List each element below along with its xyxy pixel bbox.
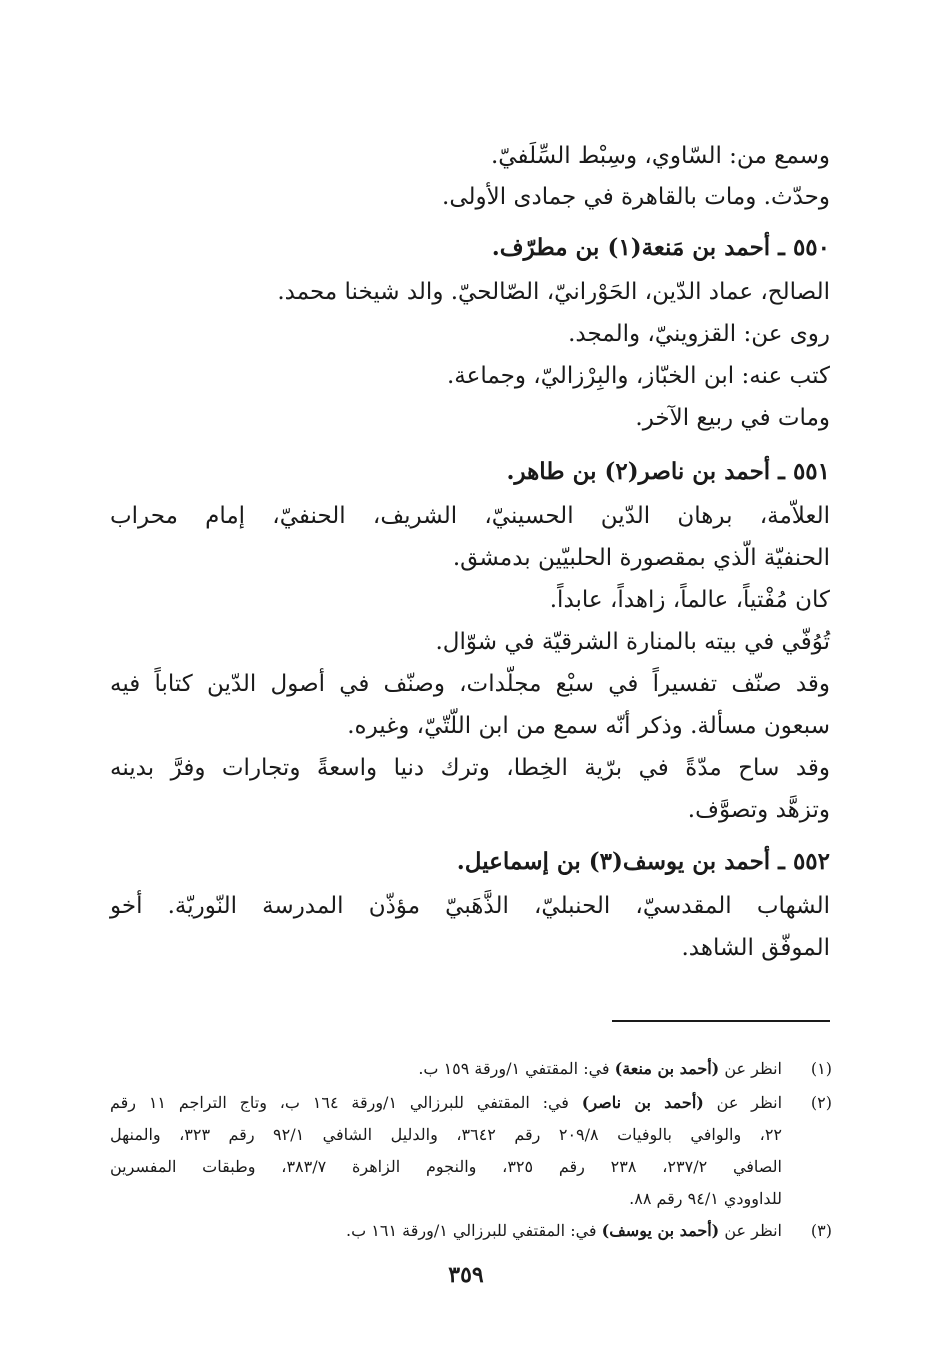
- footnote-text: انظر عن: [719, 1059, 782, 1078]
- footnote-bold-name: (أحمد بن يوسف): [601, 1221, 720, 1240]
- entry-heading-551: ٥٥١ ـ أحمد بن ناصر(٢) بن طاهر.: [506, 458, 830, 485]
- footnote-text: في: المقتفي للبرزالي ١/ورقة ١٦١ ب.: [346, 1221, 602, 1240]
- footnote-text: في: المقتفي للبرزالي ١/ورقة ١٦٤ ب، وتاج التراجم ١١ رقم: [110, 1093, 582, 1112]
- footnote-1: [418, 1054, 782, 1084]
- footnote-text: انظر عن: [703, 1093, 783, 1112]
- body-line: كتب عنه: ابن الخبّاز، والبِرْزاليّ، وجماعة.: [446, 363, 830, 389]
- body-line: سبعون مسألة. وذكر أنّه سمع من ابن اللّتّيّ، وغيره.: [347, 713, 830, 739]
- footnote-2-line-3: الصافي ٢٣٧/٢، ٢٣٨ رقم ٣٢٥، والنجوم الزاهرة ٣٨٣/٧، وطبقات المفسرين: [110, 1157, 783, 1176]
- page-number: ٣٥٩: [448, 1262, 484, 1288]
- body-line: وسمع من: السّاوي، وسِبْط السِّلَفيّ.: [491, 143, 830, 169]
- body-line: الصالح، عماد الدّين، الحَوْرانيّ، الصّالحيّ. والد شيخنا محمد.: [277, 279, 830, 305]
- footnote-2-line-4: للداوودي ٩٤/١ رقم ٨٨.: [629, 1189, 782, 1208]
- footnote-3: [346, 1216, 782, 1246]
- footnote-number: (٢): [810, 1093, 832, 1112]
- body-line: وتزهَّد وتصوَّف.: [687, 797, 830, 823]
- body-line: كان مُفْتياً، عالماً، زاهداً، عابداً.: [549, 587, 830, 613]
- body-line: وقد صنّف تفسيراً في سبْع مجلّدات، وصنّف في أصول الدّين كتاباً فيه: [110, 671, 830, 697]
- body-line: روى عن: القزوينيّ، والمجد.: [568, 321, 830, 347]
- footnote-number: (١): [810, 1059, 832, 1078]
- body-line: العلاّمة، برهان الدّين الحسينيّ، الشريف، الحنفيّ، إمام محراب: [110, 503, 830, 529]
- footnote-2-line-2: ٢٢، والوافي بالوفيات ٢٠٩/٨ رقم ٣٦٤٢، والدليل الشافي ٩٢/١ رقم ٣٢٣، والمنهل: [110, 1125, 783, 1144]
- entry-heading-552: ٥٥٢ ـ أحمد بن يوسف(٣) بن إسماعيل.: [456, 848, 830, 875]
- body-line: تُوُفّي في بيته بالمنارة الشرقيّة في شوّال.: [435, 629, 830, 655]
- body-line: ومات في ربيع الآخر.: [635, 405, 830, 431]
- body-line: الحنفيّة الّذي بمقصورة الحلبيّين بدمشق.: [452, 545, 830, 571]
- footnote-text: انظر عن: [719, 1221, 782, 1240]
- body-line: وحدّث. ومات بالقاهرة في جمادى الأولى.: [442, 184, 830, 210]
- footnote-bold-name: (أحمد بن ناصر): [581, 1093, 704, 1112]
- footnote-separator: [612, 1020, 830, 1022]
- body-line: الموفّق الشاهد.: [681, 935, 830, 961]
- body-line: وقد ساح مدّةً في برّية الخِطا، وترك دنيا واسعةً وتجارات وفرَّ بدينه: [110, 755, 830, 781]
- footnote-bold-name: (أحمد بن منعة): [614, 1059, 720, 1078]
- body-line: الشهاب المقدسيّ، الحنبليّ، الذَّهَبيّ مؤذّن المدرسة النّوريّة. أخو: [110, 893, 830, 919]
- footnote-text: في: المقتفي ١/ورقة ١٥٩ ب.: [418, 1059, 615, 1078]
- footnote-2-line-1: [110, 1088, 782, 1118]
- footnote-number: (٣): [810, 1221, 832, 1240]
- entry-heading-550: ٥٥٠ ـ أحمد بن مَنعة(١) بن مطرّف.: [491, 234, 830, 261]
